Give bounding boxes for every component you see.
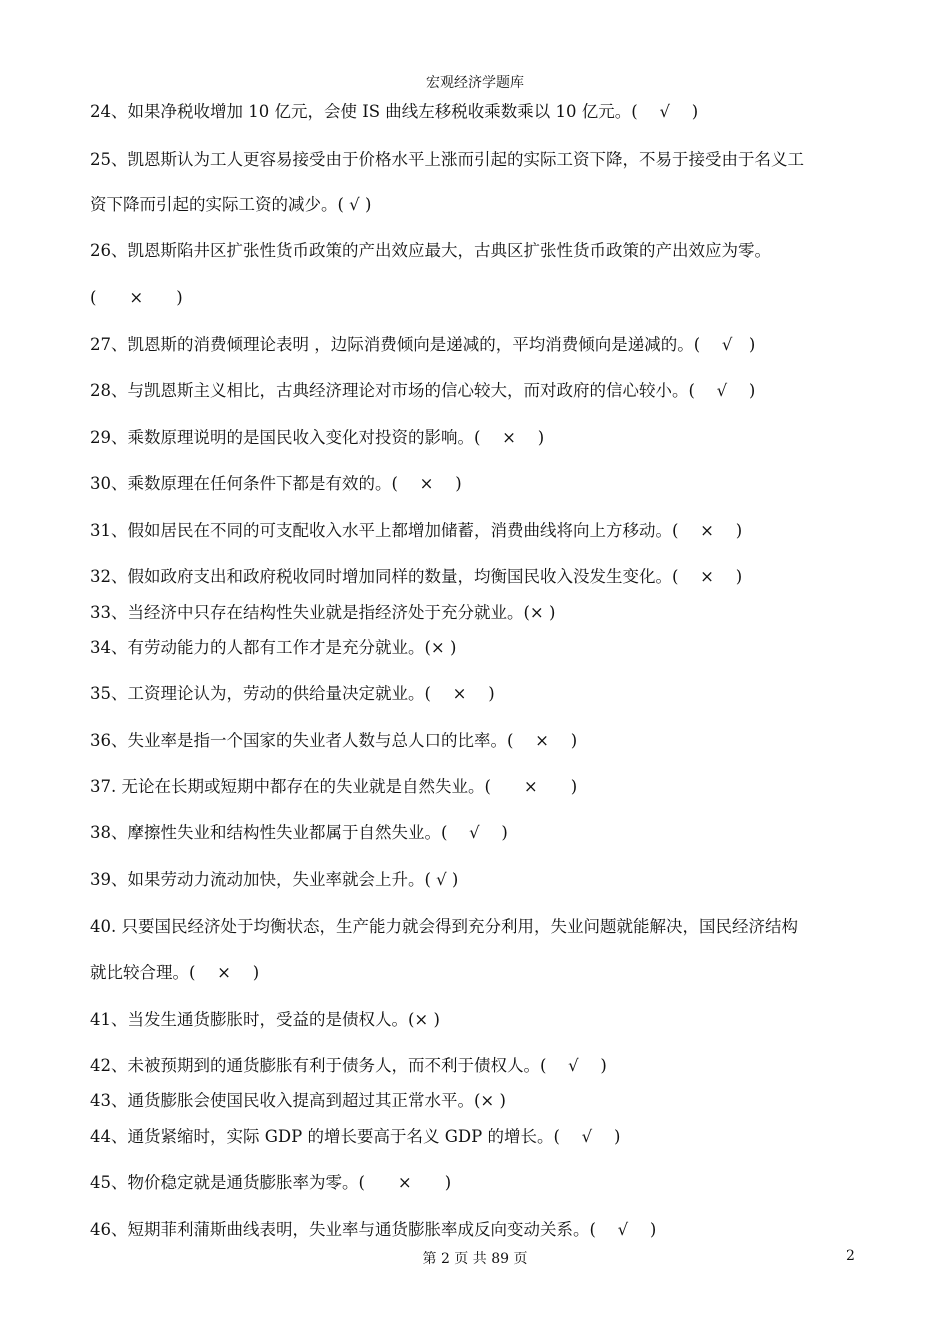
question-30: 30、乘数原理在任何条件下都是有效的。( × ) xyxy=(90,474,462,493)
question-25-line-2: 资下降而引起的实际工资的减少。( √ ) xyxy=(90,195,372,214)
page-number: 2 xyxy=(846,1248,855,1264)
question-42: 42、未被预期到的通货膨胀有利于债务人，而不利于债权人。( √ ) xyxy=(90,1056,607,1075)
question-28: 28、与凯恩斯主义相比，古典经济理论对市场的信心较大，而对政府的信心较小。( √ ) xyxy=(90,381,756,400)
question-46: 46、短期菲利蒲斯曲线表明，失业率与通货膨胀率成反向变动关系。( √ ) xyxy=(90,1220,657,1239)
question-29: 29、乘数原理说明的是国民收入变化对投资的影响。( × ) xyxy=(90,428,545,447)
question-40-line-2: 就比较合理。( × ) xyxy=(90,963,260,982)
question-35: 35、工资理论认为，劳动的供给量决定就业。( × ) xyxy=(90,684,495,703)
question-43: 43、通货膨胀会使国民收入提高到超过其正常水平。(× ) xyxy=(90,1091,506,1110)
question-34: 34、有劳动能力的人都有工作才是充分就业。(× ) xyxy=(90,638,457,657)
question-25-line-1: 25、凯恩斯认为工人更容易接受由于价格水平上涨而引起的实际工资下降，不易于接受由于名义工 xyxy=(90,150,804,169)
question-37: 37. 无论在长期或短期中都存在的失业就是自然失业。( × ) xyxy=(90,777,578,796)
question-26-line-1: 26、凯恩斯陷井区扩张性货币政策的产出效应最大，古典区扩张性货币政策的产出效应为零。 xyxy=(90,241,771,260)
question-44: 44、通货紧缩时，实际 GDP 的增长要高于名义 GDP 的增长。( √ ) xyxy=(90,1127,621,1146)
question-24: 24、如果净税收增加 10 亿元，会使 IS 曲线左移税收乘数乘以 10 亿元。( √ ) xyxy=(90,102,699,121)
question-26-line-2: ( × ) xyxy=(90,288,183,307)
question-31: 31、假如居民在不同的可支配收入水平上都增加储蓄，消费曲线将向上方移动。( × ) xyxy=(90,521,743,540)
question-38: 38、摩擦性失业和结构性失业都属于自然失业。( √ ) xyxy=(90,823,508,842)
question-32: 32、假如政府支出和政府税收同时增加同样的数量，均衡国民收入没发生变化。( × ) xyxy=(90,567,743,586)
question-40-line-1: 40. 只要国民经济处于均衡状态，生产能力就会得到充分利用，失业问题就能解决，国民经济结构 xyxy=(90,917,798,936)
page-header-title: 宏观经济学题库 xyxy=(426,75,524,91)
page-footer: 第 2 页 共 89 页 xyxy=(422,1251,528,1267)
question-41: 41、当发生通货膨胀时，受益的是债权人。(× ) xyxy=(90,1010,440,1029)
question-33: 33、当经济中只存在结构性失业就是指经济处于充分就业。(× ) xyxy=(90,603,556,622)
question-36: 36、失业率是指一个国家的失业者人数与总人口的比率。( × ) xyxy=(90,731,578,750)
question-39: 39、如果劳动力流动加快，失业率就会上升。( √ ) xyxy=(90,870,459,889)
question-27: 27、凯恩斯的消费倾理论表明 ，边际消费倾向是递减的，平均消费倾向是递减的。( √ ) xyxy=(90,335,756,354)
question-45: 45、物价稳定就是通货膨胀率为零。( × ) xyxy=(90,1173,452,1192)
